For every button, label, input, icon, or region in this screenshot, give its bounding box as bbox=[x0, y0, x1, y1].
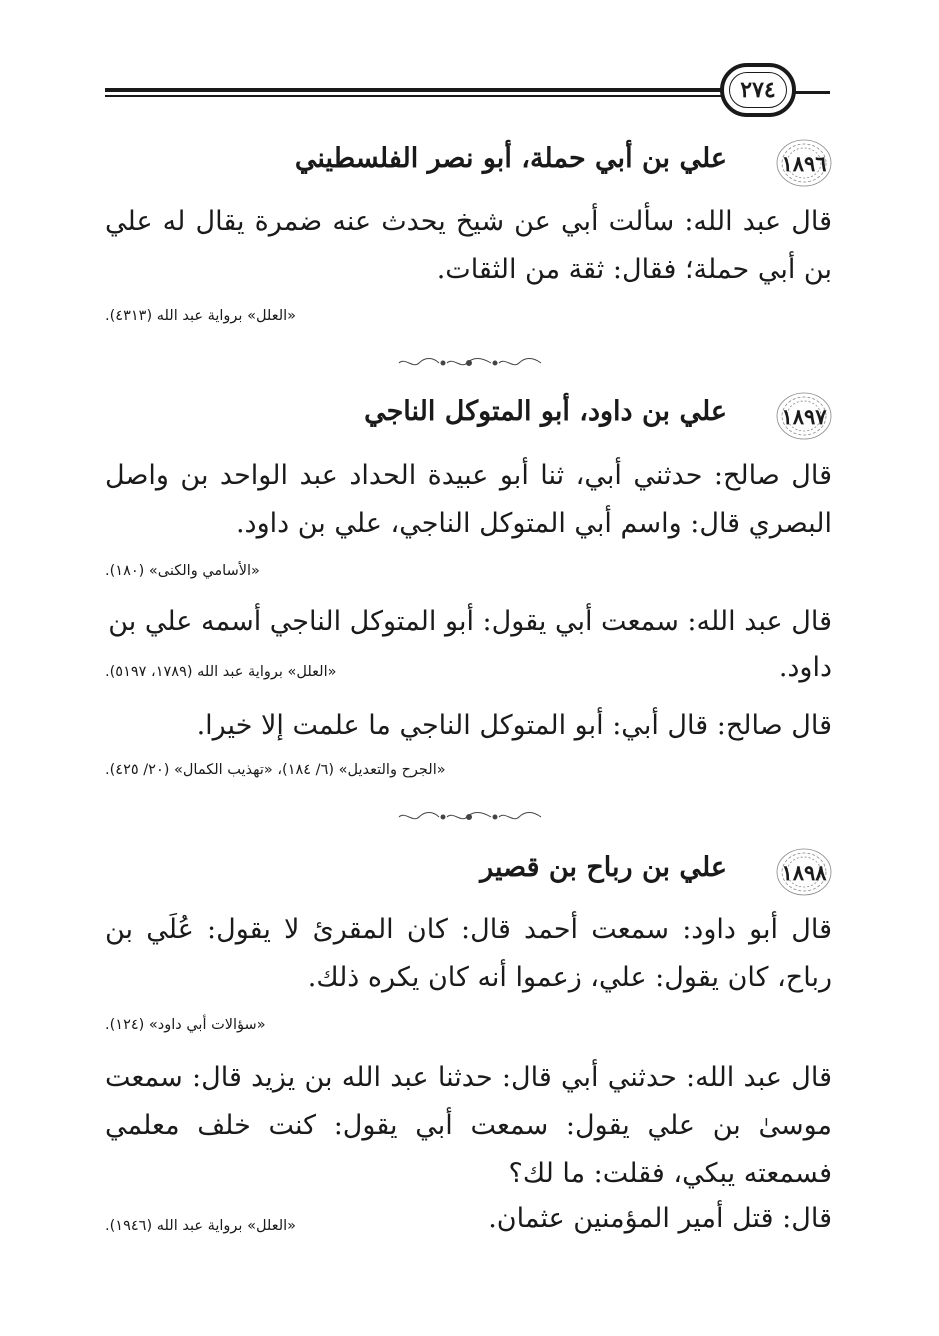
section-divider-ornament bbox=[395, 356, 545, 370]
citation: «الأسامي والكنى» (١٨٠). bbox=[105, 563, 260, 579]
citation: «العلل» برواية عبد الله (١٧٨٩، ٥١٩٧). bbox=[105, 664, 337, 680]
citation: «سؤالات أبي داود» (١٢٤). bbox=[105, 1017, 266, 1033]
paragraph-tail: داود. bbox=[778, 652, 832, 683]
entry-number: ١٨٩٨ bbox=[781, 859, 827, 885]
entry-paragraph: قال عبد الله: حدثني أبي قال: حدثنا عبد الله بن يزيد قال: سمعت موسىٰ بن علي يقول: سمعت أبي يقول: كنت خلف معلمي فسمعته يبكي، فقلت: ما لك؟ bbox=[105, 1062, 832, 1189]
entry-number: ١٨٩٧ bbox=[781, 403, 827, 429]
page-number: ٢٧٤ bbox=[720, 63, 796, 117]
entry-number-badge bbox=[769, 846, 839, 898]
entry-title: علي بن رباح بن قصير bbox=[480, 852, 727, 883]
divider-flourish-icon bbox=[395, 810, 545, 824]
divider-flourish-icon bbox=[395, 356, 545, 370]
entry-number-badge bbox=[769, 390, 839, 442]
header-rule-thick bbox=[105, 88, 723, 92]
entry-heading bbox=[99, 390, 839, 442]
entry-title: علي بن داود، أبو المتوكل الناجي bbox=[364, 396, 727, 427]
entry-number-badge bbox=[769, 137, 839, 189]
entry-heading bbox=[99, 846, 839, 898]
entry-title: علي بن أبي حملة، أبو نصر الفلسطيني bbox=[294, 143, 727, 174]
citation: «العلل» برواية عبد الله (٤٣١٣). bbox=[105, 308, 297, 324]
entry-paragraph-final: قال: قتل أمير المؤمنين عثمان. bbox=[488, 1203, 832, 1234]
entry-paragraph: قال عبد الله: سألت أبي عن شيخ يحدث عنه ضمرة يقال له علي بن أبي حملة؛ فقال: ثقة من الثقات. bbox=[105, 206, 832, 285]
entry-paragraph: قال أبو داود: سمعت أحمد قال: كان المقرئ لا يقول: عُلَي بن رباح، كان يقول: علي، زعموا أنه كان يكره ذلك. bbox=[105, 914, 832, 993]
entry-paragraph: قال صالح: قال أبي: أبو المتوكل الناجي ما علمت إلا خيرا. bbox=[196, 710, 832, 741]
entry-paragraph: قال صالح: حدثني أبي، ثنا أبو عبيدة الحداد عبد الواحد بن واصل البصري قال: واسم أبي المتوكل الناجي، علي بن داود. bbox=[105, 460, 832, 539]
entry-heading bbox=[99, 137, 839, 189]
entry-number: ١٨٩٦ bbox=[781, 150, 827, 176]
citation: «العلل» برواية عبد الله (١٩٤٦). bbox=[105, 1218, 297, 1234]
header-rule-thin bbox=[105, 95, 723, 97]
section-divider-ornament bbox=[395, 810, 545, 824]
citation: «الجرح والتعديل» (٦/ ١٨٤)، «تهذيب الكمال» (٢٠/ ٤٢٥). bbox=[105, 762, 446, 778]
header-rule-right bbox=[795, 91, 830, 94]
entry-paragraph: قال عبد الله: سمعت أبي يقول: أبو المتوكل الناجي أسمه علي بن bbox=[108, 606, 832, 637]
